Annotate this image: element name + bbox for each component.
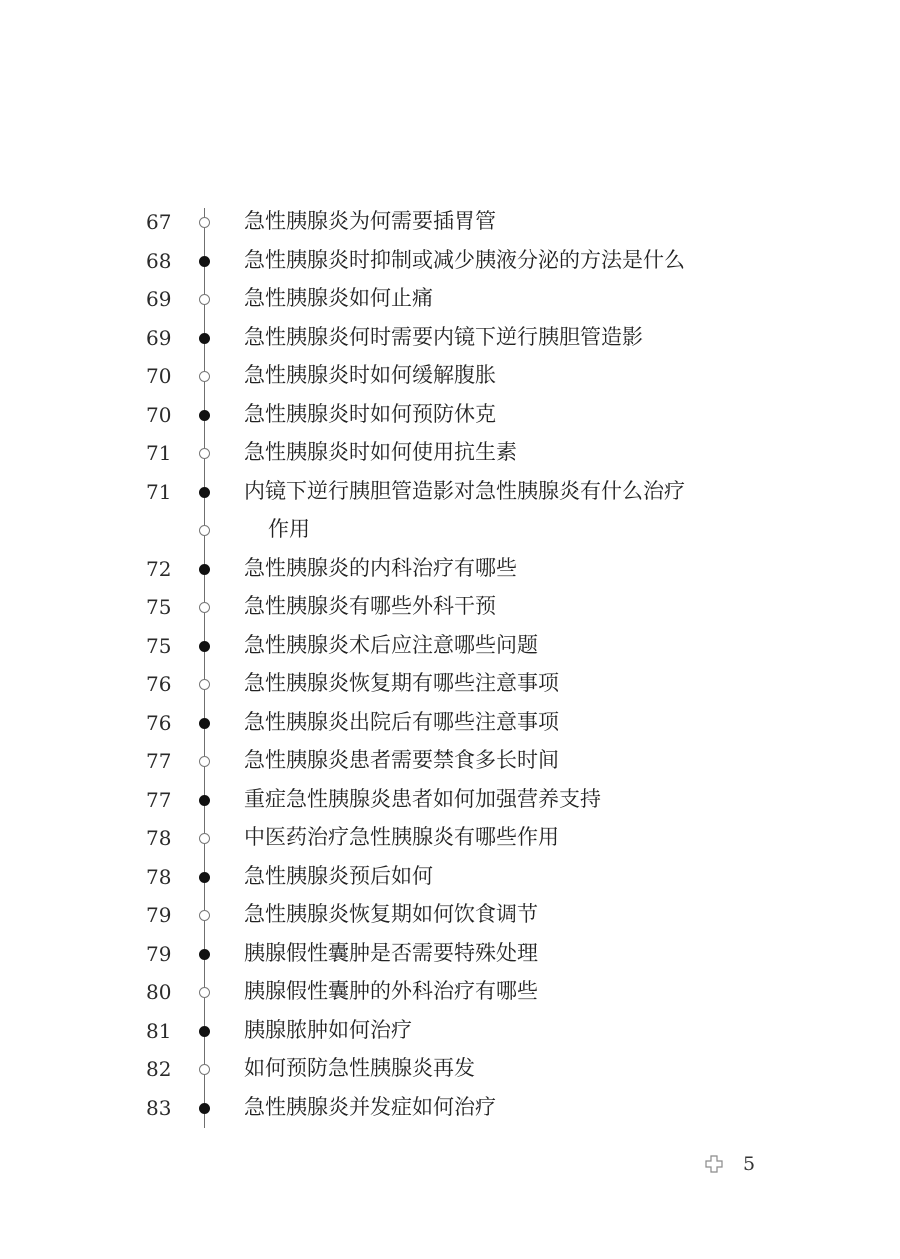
toc-page-number: 75	[146, 595, 172, 619]
toc-entry-continuation[interactable]	[0, 511, 900, 550]
hollow-dot-icon	[199, 525, 210, 536]
toc-page-number: 83	[146, 1095, 172, 1120]
toc-entry-title: 急性胰腺炎恢复期如何饮食调节	[244, 902, 538, 926]
toc-page-number: 79	[146, 941, 172, 966]
toc-entry[interactable]	[0, 588, 900, 627]
toc-entry[interactable]	[0, 242, 900, 281]
toc-entry-title: 急性胰腺炎术后应注意哪些问题	[244, 632, 538, 657]
toc-entry[interactable]	[0, 1089, 900, 1128]
toc-entry-title: 胰腺假性囊肿是否需要特殊处理	[244, 940, 538, 965]
toc-page-number: 78	[146, 864, 172, 889]
toc-entry-title: 急性胰腺炎有哪些外科干预	[244, 594, 496, 618]
toc-entry-title: 急性胰腺炎时抑制或减少胰液分泌的方法是什么	[244, 247, 685, 272]
hollow-dot-icon	[199, 756, 210, 767]
toc-page-number: 81	[146, 1018, 172, 1043]
filled-dot-icon	[199, 641, 210, 652]
hollow-dot-icon	[199, 833, 210, 844]
hollow-dot-icon	[199, 910, 210, 921]
toc-entry-title: 急性胰腺炎预后如何	[244, 863, 433, 888]
toc-page-number: 75	[146, 633, 172, 658]
toc-page-number: 71	[146, 441, 172, 465]
toc-page-number: 79	[146, 903, 172, 927]
filled-dot-icon	[199, 872, 210, 883]
toc-entry-title: 急性胰腺炎时如何使用抗生素	[244, 440, 517, 464]
toc-entry[interactable]	[0, 973, 900, 1012]
toc-entry[interactable]	[0, 742, 900, 781]
filled-dot-icon	[199, 718, 210, 729]
toc-entry[interactable]	[0, 1012, 900, 1051]
toc-entry[interactable]	[0, 396, 900, 435]
toc-page-number: 78	[146, 826, 172, 850]
toc-entry-title: 急性胰腺炎恢复期有哪些注意事项	[244, 671, 559, 695]
toc-page-number: 68	[146, 248, 172, 273]
filled-dot-icon	[199, 1103, 210, 1114]
toc-entry-title: 中医药治疗急性胰腺炎有哪些作用	[244, 825, 559, 849]
toc-entry[interactable]	[0, 819, 900, 858]
toc-entry-title: 急性胰腺炎时如何缓解腹胀	[244, 363, 496, 387]
hollow-dot-icon	[199, 602, 210, 613]
toc-page-number: 76	[146, 710, 172, 735]
toc-page-number: 70	[146, 364, 172, 388]
toc-entry[interactable]	[0, 434, 900, 473]
toc-entry-title: 如何预防急性胰腺炎再发	[244, 1056, 475, 1080]
toc-page-number: 77	[146, 749, 172, 773]
filled-dot-icon	[199, 256, 210, 267]
hollow-dot-icon	[199, 217, 210, 228]
toc-entry-title: 急性胰腺炎时如何预防休克	[244, 401, 496, 426]
filled-dot-icon	[199, 564, 210, 575]
toc-page-number: 69	[146, 287, 172, 311]
toc-entry-title: 急性胰腺炎的内科治疗有哪些	[244, 555, 517, 580]
hollow-dot-icon	[199, 987, 210, 998]
toc-entry[interactable]	[0, 357, 900, 396]
toc-entry[interactable]	[0, 704, 900, 743]
toc-entry-title: 急性胰腺炎何时需要内镜下逆行胰胆管造影	[244, 324, 643, 349]
toc-entry[interactable]	[0, 896, 900, 935]
hollow-dot-icon	[199, 1064, 210, 1075]
filled-dot-icon	[199, 333, 210, 344]
hollow-dot-icon	[199, 448, 210, 459]
toc-entry[interactable]	[0, 473, 900, 512]
toc-entry-title: 急性胰腺炎并发症如何治疗	[244, 1094, 496, 1119]
filled-dot-icon	[199, 487, 210, 498]
toc-page-number: 82	[146, 1057, 172, 1081]
toc-entry[interactable]	[0, 858, 900, 897]
toc-entry[interactable]	[0, 550, 900, 589]
table-of-contents	[0, 203, 900, 1127]
toc-entry[interactable]	[0, 627, 900, 666]
toc-entry[interactable]	[0, 935, 900, 974]
toc-entry-title: 胰腺假性囊肿的外科治疗有哪些	[244, 979, 538, 1003]
toc-entry[interactable]	[0, 280, 900, 319]
toc-entry-title: 重症急性胰腺炎患者如何加强营养支持	[244, 786, 601, 811]
toc-page-number: 72	[146, 556, 172, 581]
toc-page-number: 76	[146, 672, 172, 696]
toc-entry-title: 急性胰腺炎为何需要插胃管	[244, 209, 496, 233]
toc-page-number: 80	[146, 980, 172, 1004]
filled-dot-icon	[199, 795, 210, 806]
toc-entry-title: 急性胰腺炎患者需要禁食多长时间	[244, 748, 559, 772]
filled-dot-icon	[199, 410, 210, 421]
toc-entry[interactable]	[0, 781, 900, 820]
page-number: 5	[743, 1153, 756, 1175]
medical-cross-icon	[705, 1155, 723, 1173]
toc-entry[interactable]	[0, 319, 900, 358]
toc-entry-title: 急性胰腺炎如何止痛	[244, 286, 433, 310]
toc-page-number: 71	[146, 479, 172, 504]
filled-dot-icon	[199, 949, 210, 960]
toc-page-number: 67	[146, 210, 172, 234]
hollow-dot-icon	[199, 294, 210, 305]
hollow-dot-icon	[199, 371, 210, 382]
toc-entry[interactable]	[0, 1050, 900, 1089]
hollow-dot-icon	[199, 679, 210, 690]
toc-entry[interactable]	[0, 665, 900, 704]
toc-page-number: 77	[146, 787, 172, 812]
toc-entry-title: 内镜下逆行胰胆管造影对急性胰腺炎有什么治疗	[244, 478, 685, 503]
toc-entry[interactable]	[0, 203, 900, 242]
toc-page-number: 69	[146, 325, 172, 350]
toc-entry-title: 急性胰腺炎出院后有哪些注意事项	[244, 709, 559, 734]
toc-entry-title: 作用	[268, 517, 310, 541]
filled-dot-icon	[199, 1026, 210, 1037]
toc-page-number: 70	[146, 402, 172, 427]
toc-entry-title: 胰腺脓肿如何治疗	[244, 1017, 412, 1042]
